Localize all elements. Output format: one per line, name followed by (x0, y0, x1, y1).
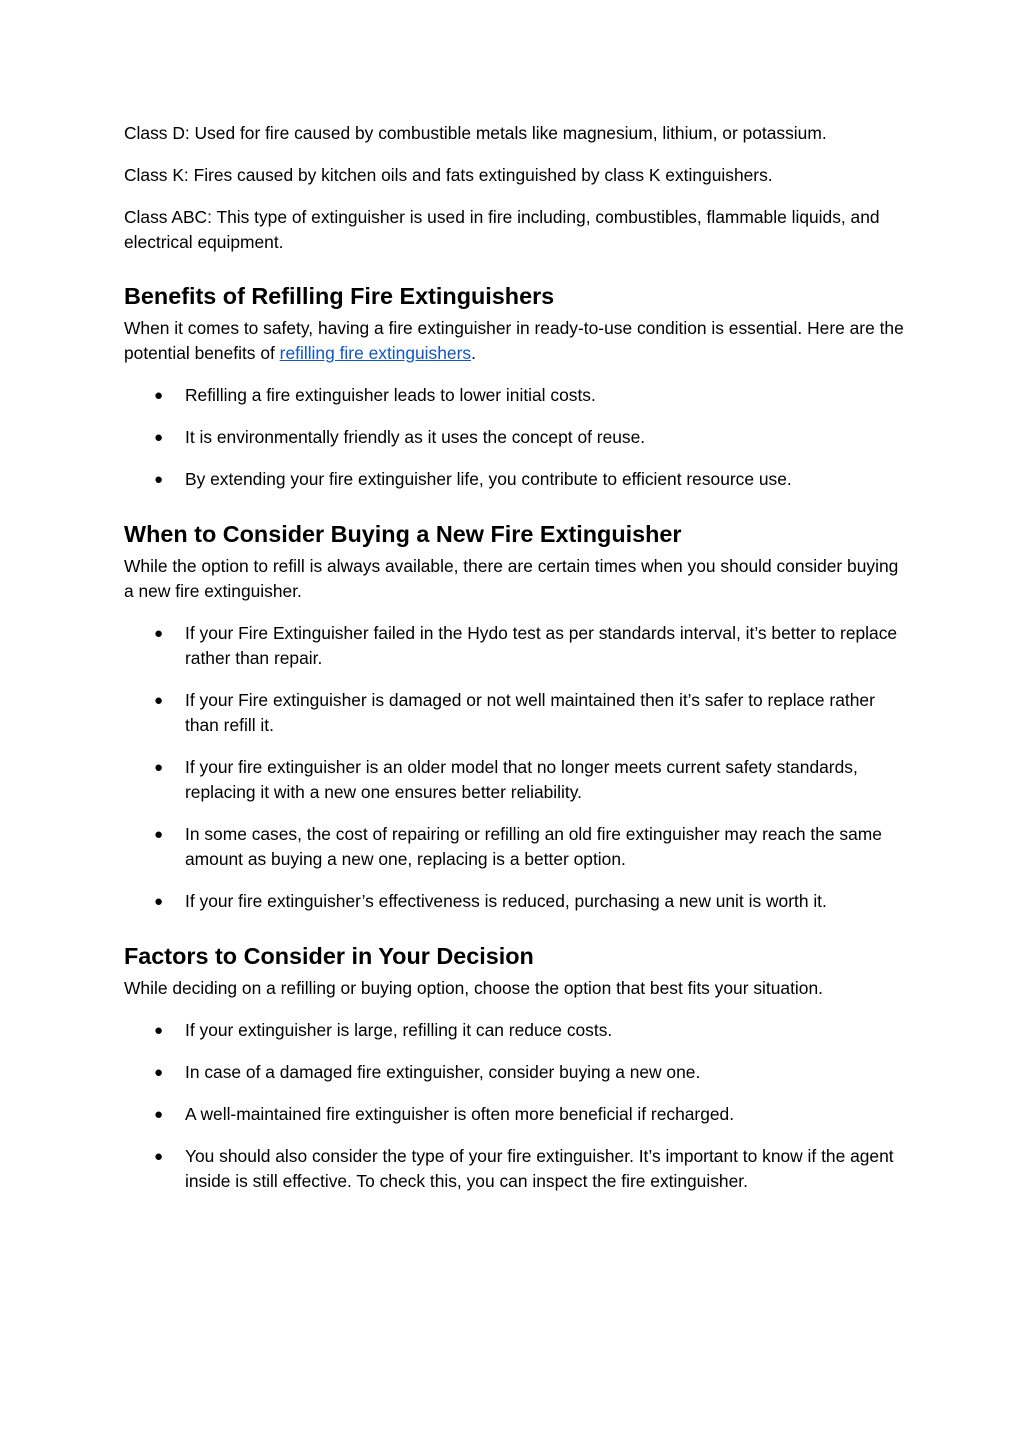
list-item-text: In some cases, the cost of repairing or refilling an old fire extinguisher may reach the same amount as buying a new one, replacing is a better option. (185, 824, 882, 869)
class-k-paragraph: Class K: Fires caused by kitchen oils and fats extinguished by class K extinguishers. (124, 165, 773, 185)
list-item (124, 425, 904, 450)
bullet-icon: ● (154, 893, 164, 910)
benefits-list (124, 383, 904, 492)
list-item (124, 889, 904, 914)
bullet-icon: ● (154, 1022, 164, 1039)
list-item (124, 822, 904, 872)
list-item (124, 467, 904, 492)
bullet-icon: ● (154, 1106, 164, 1123)
list-item (124, 383, 904, 408)
bullet-icon: ● (154, 826, 164, 843)
class-d-paragraph: Class D: Used for fire caused by combustible metals like magnesium, lithium, or potassium. (124, 123, 827, 143)
benefits-intro-text: When it comes to safety, having a fire extinguisher in ready-to-use condition is essential. Here are the potential benefits of (124, 318, 904, 363)
list-item-text: If your extinguisher is large, refilling it can reduce costs. (185, 1020, 613, 1040)
list-item (124, 621, 904, 671)
class-abc-paragraph: Class ABC: This type of extinguisher is used in fire including, combustibles, flammable liquids, and electrical equipment. (124, 207, 880, 252)
bullet-icon: ● (154, 1148, 164, 1165)
buy-new-list (124, 621, 904, 914)
list-item-text: Refilling a fire extinguisher leads to lower initial costs. (185, 385, 596, 405)
list-item-text: You should also consider the type of your fire extinguisher. It’s important to know if the agent inside is still effective. To check this, you can inspect the fire extinguisher. (185, 1146, 894, 1191)
bullet-icon: ● (154, 387, 164, 404)
bullet-icon: ● (154, 1064, 164, 1081)
refilling-fire-extinguishers-link[interactable]: refilling fire extinguishers (279, 343, 472, 363)
benefits-intro (124, 316, 904, 366)
bullet-icon: ● (154, 692, 164, 709)
list-item (124, 755, 904, 805)
list-item (124, 688, 904, 738)
list-item (124, 1018, 904, 1043)
list-item (124, 1144, 904, 1194)
benefits-intro-end: . (471, 343, 476, 363)
list-item-text: A well-maintained fire extinguisher is often more beneficial if recharged. (185, 1104, 735, 1124)
list-item (124, 1060, 904, 1085)
list-item-text: If your fire extinguisher is an older model that no longer meets current safety standards, replacing it with a new one ensures better reliability. (185, 757, 858, 802)
list-item-text: If your Fire Extinguisher failed in the Hydo test as per standards interval, it’s better to replace rather than repair. (185, 623, 898, 668)
list-item-text: If your fire extinguisher’s effectiveness is reduced, purchasing a new unit is worth it. (185, 891, 827, 911)
factors-intro: While deciding on a refilling or buying option, choose the option that best fits your situation. (124, 978, 823, 998)
factors-heading: Factors to Consider in Your Decision (124, 943, 534, 969)
buy-new-heading: When to Consider Buying a New Fire Extinguisher (124, 521, 682, 547)
list-item-text: If your Fire extinguisher is damaged or not well maintained then it’s safer to replace rather than refill it. (185, 690, 875, 735)
bullet-icon: ● (154, 471, 164, 488)
list-item-text: By extending your fire extinguisher life, you contribute to efficient resource use. (185, 469, 792, 489)
buy-new-intro: While the option to refill is always available, there are certain times when you should consider buying a new fire extinguisher. (124, 556, 899, 601)
bullet-icon: ● (154, 759, 164, 776)
list-item-text: In case of a damaged fire extinguisher, consider buying a new one. (185, 1062, 701, 1082)
bullet-icon: ● (154, 429, 164, 446)
list-item (124, 1102, 904, 1127)
bullet-icon: ● (154, 625, 164, 642)
list-item-text: It is environmentally friendly as it uses the concept of reuse. (185, 427, 646, 447)
document-page (124, 121, 904, 1211)
factors-list (124, 1018, 904, 1194)
benefits-heading: Benefits of Refilling Fire Extinguishers (124, 283, 555, 309)
